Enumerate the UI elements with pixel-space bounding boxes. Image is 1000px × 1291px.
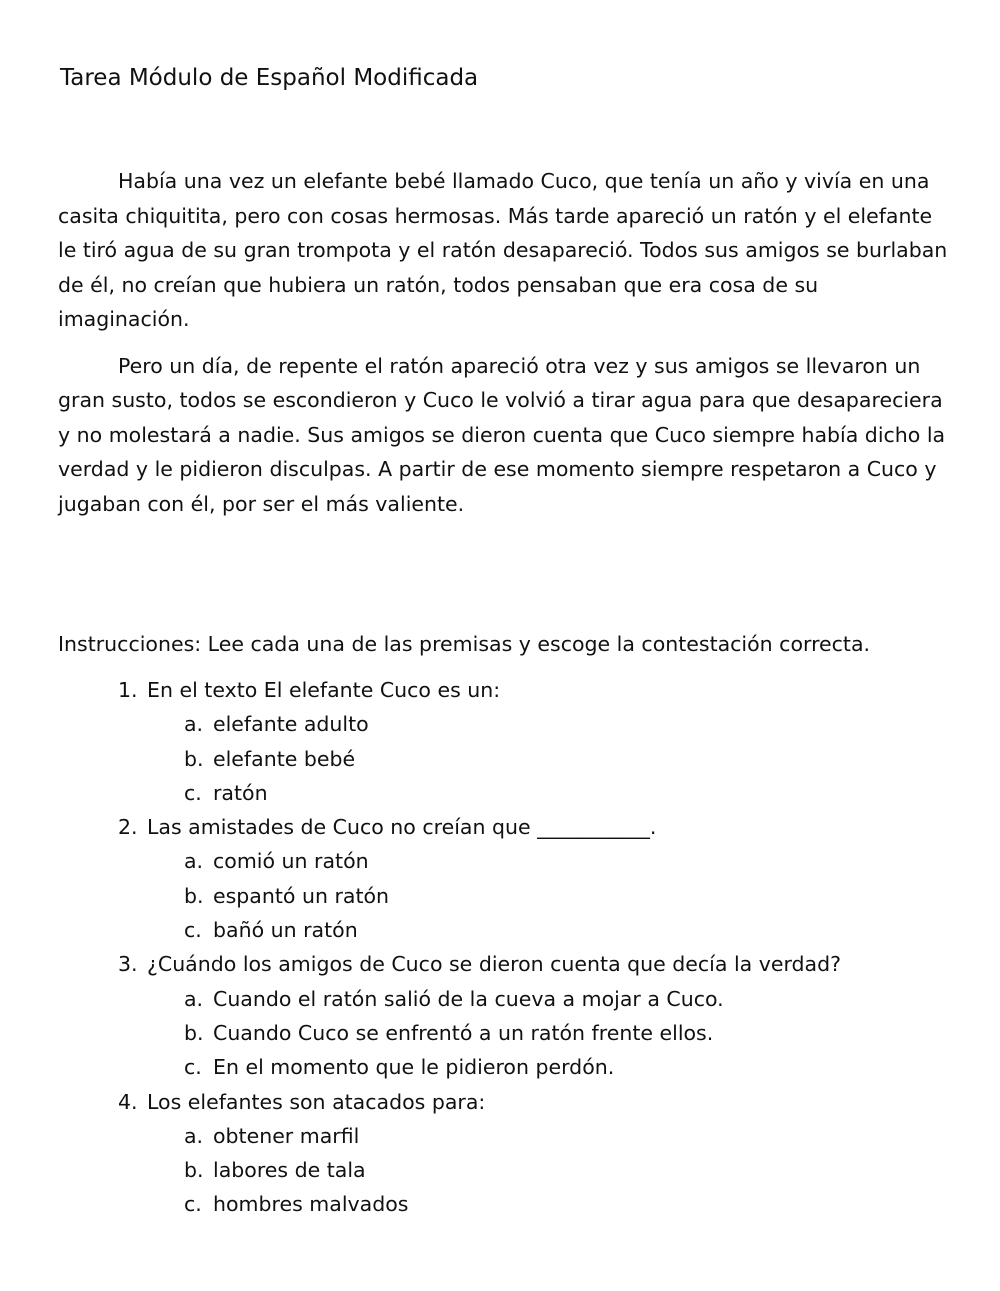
answer-option[interactable]: [0, 1153, 1000, 1187]
question-line: [0, 1085, 1000, 1119]
answer-option[interactable]: [0, 1050, 1000, 1084]
story-paragraph: Pero un día, de repente el ratón apareció otra vez y sus amigos se llevaron un gran susto, todos se escondieron y Cuco le volvió a tirar agua para que desapareciera y no molestará a nadie. Sus amigos se dieron cuenta que Cuco siempre había dicho la verdad y le pidieron disculpas. A partir de ese momento siempre respetaron a Cuco y jugaban con él, por ser el más valiente.: [58, 353, 946, 516]
answer-option[interactable]: [0, 1016, 1000, 1050]
option-letter: c.: [184, 780, 202, 805]
page-title: Tarea Módulo de Español Modificada: [60, 65, 479, 91]
option-text: elefante adulto: [213, 712, 369, 737]
option-letter: b.: [184, 1020, 204, 1045]
instructions: Instrucciones: Lee cada una de las premisas y escoge la contestación correcta.: [58, 632, 871, 656]
option-text: Cuando el ratón salió de la cueva a mojar a Cuco.: [213, 986, 724, 1011]
story-text: [58, 164, 948, 533]
answer-option[interactable]: [0, 742, 1000, 776]
option-text: ratón: [213, 780, 268, 805]
option-letter: a.: [184, 849, 204, 874]
option-letter: b.: [184, 883, 204, 908]
question-item: [0, 947, 1000, 1084]
answer-option[interactable]: [0, 776, 1000, 810]
option-letter: b.: [184, 1158, 204, 1183]
answer-option[interactable]: [0, 879, 1000, 913]
question-text: ¿Cuándo los amigos de Cuco se dieron cuenta que decía la verdad?: [147, 952, 842, 977]
question-number: 2.: [118, 815, 138, 840]
question-line: [0, 673, 1000, 707]
option-text: espantó un ratón: [213, 883, 390, 908]
option-letter: c.: [184, 1192, 202, 1217]
option-text: Cuando Cuco se enfrentó a un ratón frente ellos.: [213, 1020, 714, 1045]
answer-option[interactable]: [0, 913, 1000, 947]
option-letter: b.: [184, 746, 204, 771]
answer-option[interactable]: [0, 844, 1000, 878]
question-item: [0, 1085, 1000, 1222]
question-line: [0, 810, 1000, 844]
option-letter: a.: [184, 1123, 204, 1148]
option-letter: a.: [184, 712, 204, 737]
option-list: [0, 1119, 1000, 1222]
option-text: En el momento que le pidieron perdón.: [213, 1055, 615, 1080]
option-list: [0, 707, 1000, 810]
question-number: 3.: [118, 952, 138, 977]
question-text: En el texto El elefante Cuco es un:: [147, 678, 501, 702]
answer-option[interactable]: [0, 707, 1000, 741]
option-list: [0, 982, 1000, 1085]
question-number: 1.: [118, 678, 138, 702]
option-letter: a.: [184, 986, 204, 1011]
option-text: comió un ratón: [213, 849, 369, 874]
option-letter: c.: [184, 918, 202, 943]
option-text: hombres malvados: [213, 1192, 409, 1217]
option-text: elefante bebé: [213, 746, 356, 771]
option-text: obtener marfil: [213, 1123, 360, 1148]
question-line: [0, 947, 1000, 981]
answer-option[interactable]: [0, 1187, 1000, 1221]
question-text: Las amistades de Cuco no creían que ___________.: [147, 815, 657, 840]
question-number: 4.: [118, 1089, 138, 1114]
option-text: bañó un ratón: [213, 918, 358, 943]
option-text: labores de tala: [213, 1158, 366, 1183]
option-letter: c.: [184, 1055, 202, 1080]
question-list: [0, 673, 1000, 1222]
question-text: Los elefantes son atacados para:: [147, 1089, 486, 1114]
question-item: [0, 673, 1000, 810]
story-paragraph: Había una vez un elefante bebé llamado Cuco, que tenía un año y vivía en una casita chiquitita, pero con cosas hermosas. Más tarde apareció un ratón y el elefante le tiró agua de su gran trompota y el ratón desapareció. Todos sus amigos se burlaban de él, no creían que hubiera un ratón, todos pensaban que era cosa de su imaginación.: [58, 169, 948, 331]
option-list: [0, 844, 1000, 947]
answer-option[interactable]: [0, 982, 1000, 1016]
question-item: [0, 810, 1000, 947]
answer-option[interactable]: [0, 1119, 1000, 1153]
